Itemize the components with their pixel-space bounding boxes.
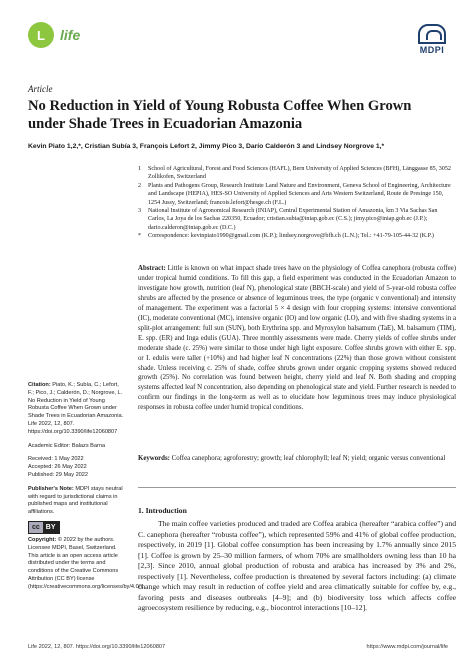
publisher-note-label: Publisher's Note:: [28, 485, 74, 492]
affiliation-text: National Institute of Agronomical Research (INIAP), Central Experimental Station of Amazonia, km 3 Via Sachas San Carlos, La Joya de los Sachas 220350, Ecuador; cristian.subia@iniap.gob.ec (C.S.); jimy.pico@iniap.gob.ec (J.P.); dario.calderon@iniap.gob.ec (D.C.): [148, 208, 438, 231]
keywords: [138, 454, 456, 464]
journal-badge-icon: L: [28, 22, 54, 48]
cc-label: cc: [29, 522, 43, 533]
correspondence-text: Correspondence: kevinpiato1990@gmail.com (K.P.); lindsey.norgrove@bfh.ch (L.N.); Tel.: +41-79-105-44-32 (K.P.): [148, 233, 434, 240]
affiliation-text: School of Agricultural, Forest and Food Sciences (HAFL), Bern University of Applied Sciences (BFH), Länggasse 85, 3052 Zollikofen, Switzerland: [148, 166, 451, 181]
abstract: [138, 264, 456, 413]
abstract-label: Abstract:: [138, 265, 166, 272]
author-list: Kevin Piato 1,2,*, Cristian Subía 3, François Lefort 2, Jimmy Pico 3, Darío Calderón 3 and Lindsey Norgrove 1,*: [28, 143, 385, 150]
footer-citation[interactable]: Life 2022, 12, 807. https://doi.org/10.3390/life12060807: [28, 644, 166, 650]
publisher-mark-icon: [418, 24, 446, 44]
affiliation-item: [138, 165, 456, 182]
article-title: No Reduction in Yield of Young Robusta Coffee When Grown under Shade Trees in Ecuadorian Amazonia: [28, 98, 412, 132]
journal-logo[interactable]: [28, 22, 80, 48]
citation-text[interactable]: Piato, K.; Subía, C.; Lefort, F.; Pico, J.; Calderón, D.; Norgrove, L. No Reduction in Yield of Young Robusta Coffee When Grown under Shade Trees in Ecuadorian Amazonia. Life 2022, 12, 807. https://doi.org/10.3390/life12060807: [28, 382, 124, 435]
affiliation-number: 2: [138, 182, 142, 189]
affiliation-text: Plants and Pathogens Group, Research Institute Land Nature and Environment, Geneva School of Engineering, Architecture and Landscape (HEPIA), HES-SO University of Applied Sciences and Arts Western Switzerland, Route de Presinge 150, 1254 Jussy, Switzerland; francois.lefort@hesge.ch (F.L.): [148, 182, 451, 206]
correspondence-marker: *: [138, 233, 142, 240]
keywords-text: Coffea canephora; agroforestry; growth; leaf chlorophyll; leaf N; yield; organic versus conventional: [171, 455, 446, 462]
article-type: Article: [28, 84, 53, 94]
by-label: BY: [43, 522, 59, 533]
citation: [28, 382, 126, 437]
introduction-text: The main coffee varieties produced and traded are Coffea arabica (hereafter “arabica coffee”) and C. canephora (hereafter “robusta coffee”), which represented 59% and 41% of global coffee production, respectively, in 2019 [1]. Global coffee consumption has been increasing by 1.7% annually since 2015 [1]. Coffee is grown by 25–30 million farmers, of whom 70% are smallholders owning less than 10 ha [2,3]. Since 2010, annual global production of robusta and arabica has increased by 3% and 2%, respectively [1]. Nevertheless, coffee production is threatened by several factors including: (a) climate change which may result in reduction of coffee yield and area climatically suitable for coffee by, e.g., favoring pests and diseases outbreaks [4–9]; and (b) biodiversity loss which affects coffee agroecosystem resilience by reducing, e.g., biocontrol interactions [10–12].: [138, 519, 456, 612]
copyright: [28, 536, 144, 592]
accepted-date: Accepted: 26 May 2022: [28, 464, 87, 471]
affiliation-item: [138, 207, 456, 232]
received-date: Received: 1 May 2022: [28, 456, 84, 463]
section-heading: 1. Introduction: [138, 506, 187, 515]
citation-label: Citation:: [28, 382, 51, 388]
affiliation-number: 1: [138, 166, 142, 172]
affiliation-item: [138, 182, 456, 207]
copyright-label: Copyright:: [28, 536, 57, 543]
publisher-logo[interactable]: [418, 24, 446, 55]
article-sidebar: [28, 382, 144, 592]
publisher-note: [28, 486, 126, 517]
divider: [138, 487, 456, 488]
affiliation-number: 3: [138, 208, 142, 215]
abstract-text: Little is known on what impact shade trees have on the physiology of Coffea canephora (robusta coffee) under tropical humid conditions. To fill this gap, a field experiment was conducted in the Ecuadorian Amazon to investigate how growth, nutrition (leaf N), phenological state (BBCH-scale) and yield of 5-year-old robusta coffee shrubs are affected by the presence or absence of leguminous trees, the type (organic v conventional) and intensity of management. The experiment was a factorial 5 × 4 design with four cropping systems: intensive conventional (IC), moderate conventional (MC), intensive organic (IO) and low organic (LO), and with five shading systems in a split-plot arrangement: full sun (SUN), both Erythrina spp. and Myroxylon balsamum (TaE), M. balsamum (TIM), E. spp. (ER) and Inga edulis (GUA). Three monthly assessments were made. Cherry yields of coffee shrubs under moderate shade (c. 25%) were similar to those under high light exposure. Coffee shrubs grown with either E. spp. or I. edulis were taller (+10%) and had higher leaf N concentrations (22%) than those grown without consistent shade. Unless receiving c. 25% of shade, coffee shrubs grown under organic cropping systems showed reduced growth (25%). No correlation was found between height, cherry yield and leaf N. Both shading and cropping systems affected leaf N concentration, also depending on phenological state and yield. Further research is needed to confirm our findings in the long-term as well as to elucidate how leguminous trees may induce physiological responses in robusta coffee under humid tropical conditions.: [138, 265, 456, 412]
page-header: [28, 22, 446, 62]
cc-by-license-icon[interactable]: [28, 521, 60, 534]
publisher-note-text: MDPI stays neutral with regard to jurisdictional claims in published maps and institutional affiliations.: [28, 485, 123, 516]
academic-editor: Academic Editor: Balazs Barna: [28, 442, 106, 449]
copyright-text: © 2022 by the authors. Licensee MDPI, Basel, Switzerland. This article is an open access article distributed under the terms and conditions of the Creative Commons Attribution (CC BY) license (https://creativecommons.org/licenses/by/4.0/).: [28, 536, 144, 590]
keywords-label: Keywords:: [138, 455, 170, 462]
published-date: Published: 29 May 2022: [28, 471, 89, 478]
journal-name: life: [60, 27, 81, 43]
correspondence: [138, 232, 456, 240]
affiliations: [138, 165, 456, 241]
footer-journal-url[interactable]: https://www.mdpi.com/journal/life: [366, 644, 448, 650]
page-footer: [28, 644, 448, 650]
publisher-name: MDPI: [419, 45, 445, 55]
